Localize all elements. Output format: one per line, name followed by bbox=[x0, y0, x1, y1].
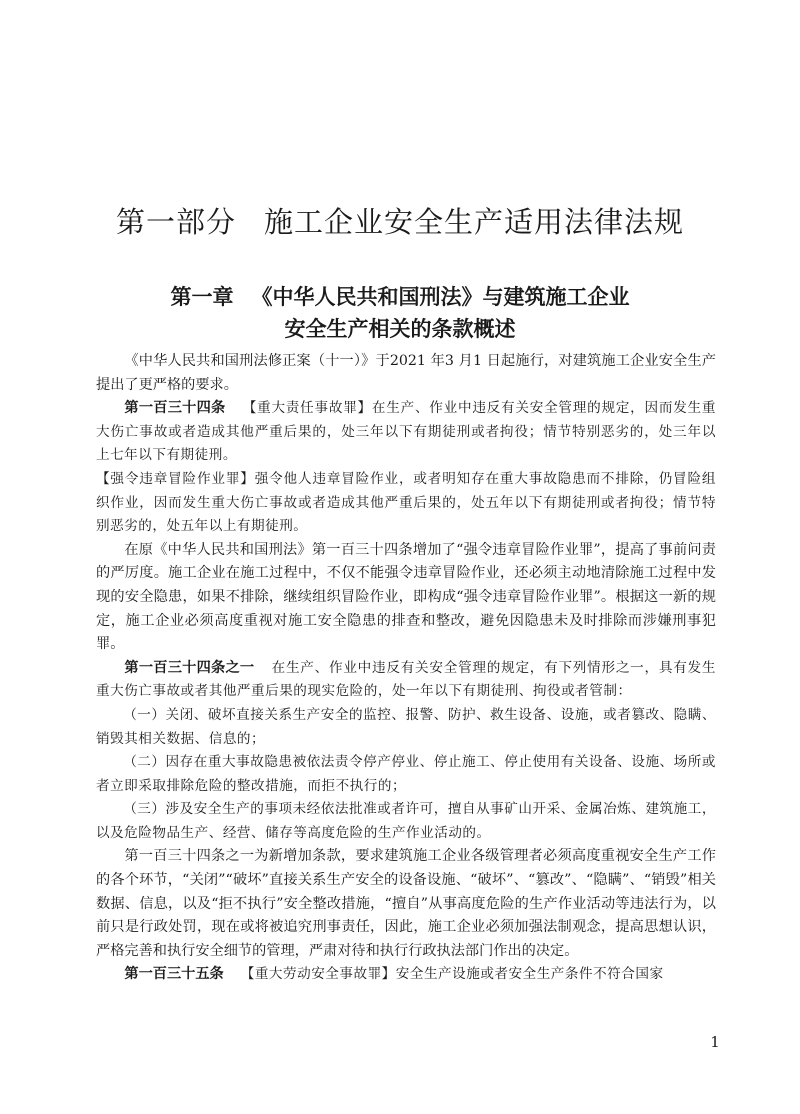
part-title bbox=[0, 200, 800, 241]
body-text bbox=[96, 350, 716, 987]
article-134a-item-2: （二）因存在重大事故隐患被依法责令停产停业、停止施工、停止使用有关设备、设施、场所或者立即采取排除危险的整改措施，而拒不执行的； bbox=[96, 754, 716, 794]
article-134a-text: 在生产、作业中违反有关安全管理的规定，有下列情形之一，具有发生重大伤亡事故或者其他严重后果的现实危险的，处一年以下有期徒刑、拘役或者管制： bbox=[96, 659, 716, 700]
commentary-paragraph-2: 第一百三十四条之一为新增加条款，要求建筑施工企业各级管理者必须高度重视安全生产工作的各个环节，“关闭”“破坏”直接关系生产安全的设备设施、“破坏”、“篡改”、“隐瞒”、“销毁”相关数据、信息，以及“拒不执行”安全整改措施，“擅自”从事高度危险的生产作业活动等违法行为，以前只是行政处罚，现在或将被追究刑事责任，因此，施工企业必须加强法制观念，提高思想认识，严格完善和执行安全细节的管理，严肃对待和执行行政执法部门作出的决定。 bbox=[96, 848, 716, 959]
chapter-title-line1: 《中华人民共和国刑法》与建筑施工企业 bbox=[251, 285, 630, 309]
article-134-paragraph bbox=[96, 397, 716, 468]
page-number: 1 bbox=[710, 1033, 720, 1051]
article-135-paragraph bbox=[96, 963, 716, 987]
commentary-paragraph-1: 在原《中华人民共和国刑法》第一百三十四条增加了“强令违章冒险作业罪”，提高了事前问责的严厉度。施工企业在施工过程中，不仅不能强令违章冒险作业，还必须主动地清除施工过程中发现的安全隐患，如果不排除，继续组织冒险作业，即构成“强令违章冒险作业罪”。根据这一新的规定，施工企业必须高度重视对施工安全隐患的排查和整改，避免因隐患未及时排除而涉嫌刑事犯罪。 bbox=[96, 541, 716, 653]
article-134-label: 第一百三十四条 bbox=[124, 400, 226, 417]
chapter-title-line2: 安全生产相关的条款概述 bbox=[284, 317, 516, 341]
article-134a-label: 第一百三十四条之一 bbox=[124, 659, 255, 676]
article-134-clause-2: 【强令违章冒险作业罪】强令他人违章冒险作业，或者明知存在重大事故隐患而不排除，仍冒险组织作业，因而发生重大伤亡事故或者造成其他严重后果的，处五年以下有期徒刑或者拘役；情节特别恶劣的，处五年以上有期徒刑。 bbox=[96, 470, 716, 535]
chapter-label: 第一章 bbox=[170, 285, 234, 309]
intro-paragraph: 《中华人民共和国刑法修正案（十一）》于2021 年3 月1 日起施行，对建筑施工企业安全生产提出了更严格的要求。 bbox=[96, 353, 716, 393]
chapter-title bbox=[0, 281, 800, 345]
part-label: 第一部分 bbox=[115, 205, 236, 239]
article-134-text: 【重大责任事故罪】在生产、作业中违反有关安全管理的规定，因而发生重大伤亡事故或者造成其他严重后果的，处三年以下有期徒刑或者拘役；情节特别恶劣的，处三年以上七年以下有期徒刑。 bbox=[96, 400, 716, 464]
part-title-text: 施工企业安全生产适用法律法规 bbox=[264, 205, 685, 239]
article-134a-item-3: （三）涉及安全生产的事项未经依法批准或者许可，擅自从事矿山开采、金属冶炼、建筑施工，以及危险物品生产、经营、储存等高度危险的生产作业活动的。 bbox=[96, 801, 716, 841]
article-135-label: 第一百三十五条 bbox=[124, 966, 224, 983]
article-135-text: 【重大劳动安全事故罪】安全生产设施或者安全生产条件不符合国家 bbox=[240, 966, 664, 983]
article-134a-paragraph bbox=[96, 657, 716, 704]
article-134a-item-1: （一）关闭、破坏直接关系生产安全的监控、报警、防护、救生设备、设施，或者篡改、隐瞒、销毁其相关数据、信息的； bbox=[96, 706, 716, 747]
